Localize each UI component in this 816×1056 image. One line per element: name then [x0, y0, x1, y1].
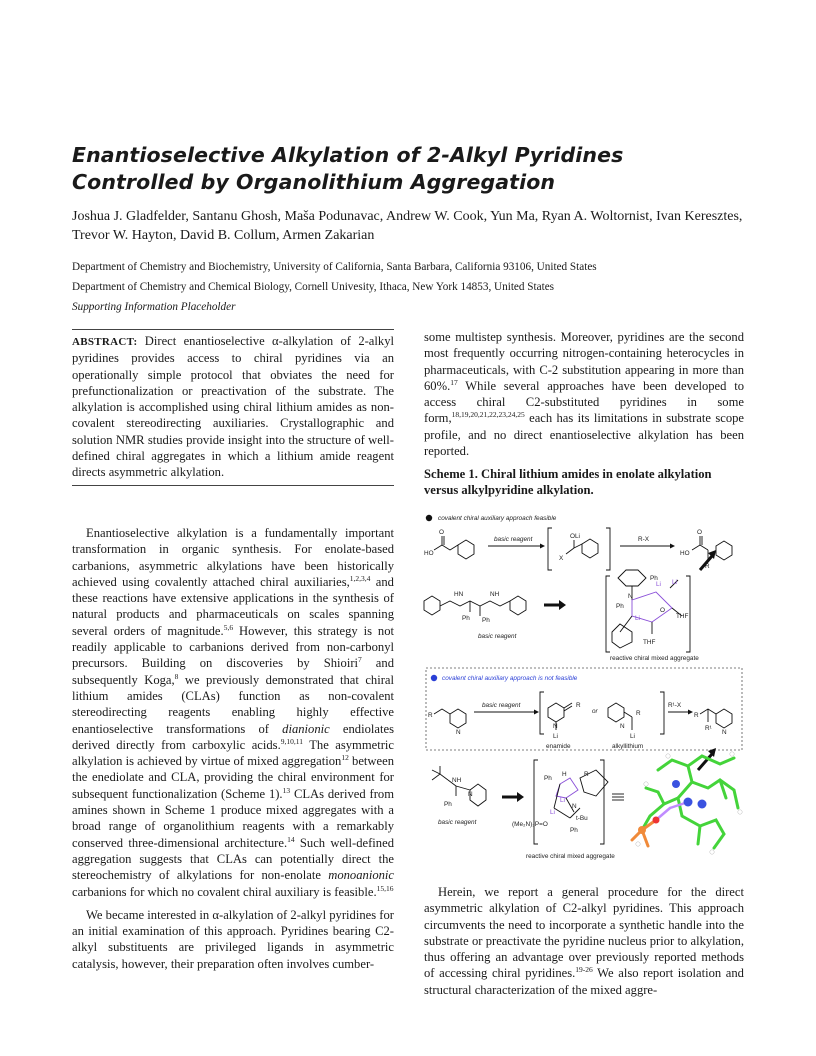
label-ph-4: Ph — [616, 603, 624, 610]
label-n-2: N — [456, 729, 461, 736]
label-ph-6: Ph — [544, 775, 552, 782]
label-or: or — [592, 708, 598, 715]
label-h: H — [562, 771, 567, 778]
affiliation-2: Department of Chemistry and Chemical Biology, Cornell Univesity, Ithaca, New York 14853, United States — [72, 281, 555, 293]
right-paragraph-2 — [424, 884, 744, 998]
citation-superscript: 8 — [174, 671, 179, 681]
label-ph-2: Ph — [482, 617, 490, 624]
crystal-structure-image — [632, 752, 742, 854]
label-ph-3: Ph — [650, 575, 658, 582]
text-run: we previously demonstrated that chiral lithium amides (CLAs) function as non-covalent stereodirecting reagents enabling highly effective enantioselective transformations of — [72, 672, 394, 736]
label-r-1: R — [705, 563, 710, 570]
label-x: X — [559, 555, 564, 562]
label-li-6: Li — [560, 797, 565, 804]
label-li-3: Li — [672, 579, 677, 586]
chiral-amine-structure — [424, 596, 526, 616]
equivalence-sign — [612, 794, 624, 800]
citation-superscript: 1,2,3,4 — [349, 573, 371, 583]
paper-title: Enantioselective Alkylation of 2-Alkyl Pyridines Controlled by Organolithium Aggregation — [72, 143, 624, 194]
citation-superscript: 9,10,11 — [280, 736, 303, 746]
label-basic-reagent-4: basic reagent — [438, 819, 477, 826]
text-run: CLAs derived from amines shown in Scheme 1 produce mixed aggregates with a broad range of organolithium reagents with a remarkably conserved three-dimensional architecture. — [72, 786, 394, 850]
label-o-2: O — [697, 529, 702, 536]
label-li-7: Li — [550, 809, 555, 816]
label-nh-small: NH — [452, 777, 462, 784]
label-hn: HN — [454, 591, 464, 598]
label-rx: R-X — [638, 536, 650, 543]
text-run: However, this strategy is not readily applicable to carbanions derived from non-carbonyl precursors. Building on discoveries by Shioiri — [72, 623, 394, 671]
citation-superscript: 14 — [287, 834, 295, 844]
text-run: Herein, we report a general procedure for the direct asymmetric alkylation of C2-alkyl pyridines. This approach circumvents the need to incorporate a synthetic handle into the substrate or preactivate the pyridine nucleus prior to alkylation, thus offering an advantage over previously reported methods of accessing chiral pyridines. — [424, 885, 744, 981]
label-ph-5: Ph — [444, 801, 452, 808]
enamide-structure — [548, 703, 572, 730]
label-o-atom: O — [660, 607, 665, 614]
label-basic-reagent-1: basic reagent — [494, 536, 533, 543]
text-run: carbanions for which no covalent chiral auxiliary is feasible. — [72, 884, 377, 899]
label-r-4: R — [636, 710, 641, 717]
label-o: O — [439, 529, 444, 536]
intro-paragraph-2: We became interested in α-alkylation of 2-alkyl pyridines for an initial examination of this approach. Pyridines bearing C2-alkyl substituents are privileged ligands in asymmetric catalysis, however, their preparation often involves cumber- — [72, 907, 394, 971]
text-run: Enantioselective alkylation is a fundamentally important transformation in organic synthesis. For enolate-based carbanions, asymmetric alkylations have been historically achieved using covalently attached chiral auxiliaries, — [72, 526, 394, 589]
label-r-6: R — [584, 771, 589, 778]
phenylacetic-acid-structure — [434, 536, 474, 559]
label-basic-reagent-3: basic reagent — [482, 702, 521, 709]
scheme-svg — [420, 508, 748, 868]
italic-term: monoanionic — [328, 868, 394, 883]
label-n-7: N — [572, 803, 577, 810]
right-column-top — [424, 329, 744, 459]
text-run: While several approaches have been developed to access chiral C2-substituted pyridines in some form, — [424, 378, 744, 426]
label-oli: OLi — [570, 533, 580, 540]
author-list: Joshua J. Gladfelder, Santanu Ghosh, Maša Podunavac, Andrew W. Cook, Yun Ma, Ryan A. Woltornist, Ivan Keresztes, Trevor W. Hayton, David B. Collum, Armen Zakarian — [72, 209, 743, 243]
text-run: The asymmetric alkylation is achieved by virtue of mixed aggregation — [72, 737, 394, 769]
label-li-1: Li — [656, 581, 661, 588]
bracket-left-1 — [548, 528, 552, 570]
scheme-1-figure — [420, 508, 748, 868]
label-n-6: N — [468, 791, 473, 798]
label-nh: NH — [490, 591, 500, 598]
label-n-3: N — [553, 723, 558, 730]
text-run: each has its limitations in substrate scope profile, and no direct enantioselective alkylation has been reported. — [424, 411, 744, 459]
enolate-structure — [566, 539, 598, 558]
text-run: between the enediolate and CLA, providing the chiral environment for subsequent functionalization (Scheme 1). — [72, 754, 395, 801]
label-ph-1: Ph — [462, 615, 470, 622]
label-ho-2: HO — [680, 550, 690, 557]
label-hmpa: (Me₂N)₃P=O — [512, 821, 548, 828]
bullet-icon — [426, 515, 432, 521]
label-alkyllithium: alkyllithium — [612, 743, 644, 750]
citation-superscript: 5,6 — [223, 622, 234, 632]
citation-superscript: 17 — [450, 377, 458, 387]
text-run: endiolates derived directly from carboxylic acids. — [72, 721, 394, 752]
citation-superscript: 13 — [282, 785, 291, 795]
supporting-info: Supporting Information Placeholder — [72, 301, 236, 313]
text-run: some multistep synthesis. Moreover, pyridines are the second most frequently occurring nitrogen-containing heterocycles in pharmaceuticals, with C-2 substitution appearing in more than 60%. — [424, 330, 744, 393]
label-reactive-agg-1: reactive chiral mixed aggregate — [610, 655, 699, 662]
citation-superscript: 12 — [341, 752, 349, 762]
citation-superscript: 7 — [358, 655, 362, 665]
bracket-left-3 — [540, 692, 544, 734]
bracket-left-2 — [606, 576, 610, 652]
label-n-4: N — [620, 723, 625, 730]
left-column — [72, 525, 394, 972]
label-thf-2: THF — [643, 639, 656, 646]
citation-superscript: 15,16 — [376, 883, 394, 893]
label-ph-7: Ph — [570, 827, 578, 834]
label-thf-1: THF — [676, 613, 689, 620]
scheme-caption: Scheme 1. Chiral lithium amides in enolate alkylation versus alkylpyridine alkylation. — [424, 467, 712, 497]
label-basic-reagent-2: basic reagent — [478, 633, 517, 640]
label-li-5: Li — [630, 733, 635, 740]
affiliation-1: Department of Chemistry and Biochemistry, University of California, Santa Barbara, California 93106, United States — [72, 261, 597, 273]
abstract-label: ABSTRACT: — [72, 336, 138, 348]
scheme-top-label: covalent chiral auxiliary approach feasible — [438, 515, 557, 522]
label-li-4: Li — [553, 733, 558, 740]
abstract-text: Direct enantioselective α-alkylation of 2-alkyl pyridines provides access to chiral pyridines via an operationally simple protocol that obviates the need for prefunctionalization or preactivation of the substrate. The alkylation is accomplished using chiral lithium amides as non-covalent stereodirecting auxiliaries. Crystallographic and solution NMR studies provide insight into the structure of well-defined chiral aggregates in which a lithium amide reagent directs asymmetric alkylation. — [72, 334, 394, 480]
scheme-bottom-label: covalent chiral auxiliary approach is not feasible — [442, 675, 578, 682]
bracket-right-1 — [606, 528, 610, 570]
label-enamide: enamide — [546, 743, 571, 750]
label-n-1: N — [628, 593, 633, 600]
label-tbu: t-Bu — [576, 815, 588, 822]
alkylpyridine-structure — [434, 709, 466, 728]
abstract-box — [72, 329, 394, 486]
text-run: and subsequently Koga, — [72, 656, 394, 687]
label-r1x: R¹-X — [668, 702, 682, 709]
text-run: We also report isolation and structural characterization of the mixed aggre- — [424, 966, 744, 997]
label-reactive-agg-2: reactive chiral mixed aggregate — [526, 853, 615, 860]
label-r1: R¹ — [705, 725, 712, 732]
italic-term: dianionic — [282, 721, 330, 736]
bracket-left-4 — [534, 760, 538, 844]
label-r-3: R — [576, 702, 581, 709]
intro-paragraph-1 — [72, 525, 394, 900]
citation-superscript: 18,19,20,21,22,23,24,25 — [451, 410, 525, 420]
label-n-5: N — [722, 729, 727, 736]
label-r-2: R — [428, 712, 433, 719]
label-r-5: R — [694, 712, 699, 719]
text-run: Such well-defined aggregation suggests that CLAs can potentially direct the stereochemistry of alkylations for non-enolate — [72, 835, 394, 883]
right-column-bottom — [424, 884, 744, 998]
text-run: and these reactions have extensive applications in the synthesis of natural products and pharmaceuticals on scales spanning several orders of magnitude. — [72, 574, 394, 638]
label-ho: HO — [424, 550, 434, 557]
citation-superscript: 19-26 — [575, 965, 593, 975]
blue-bullet-icon — [431, 675, 437, 681]
label-li-2: Li — [635, 615, 640, 622]
bracket-right-4 — [600, 760, 604, 844]
bracket-right-3 — [660, 692, 664, 734]
right-paragraph-1 — [424, 329, 744, 459]
tbu-amine-structure — [432, 766, 486, 806]
